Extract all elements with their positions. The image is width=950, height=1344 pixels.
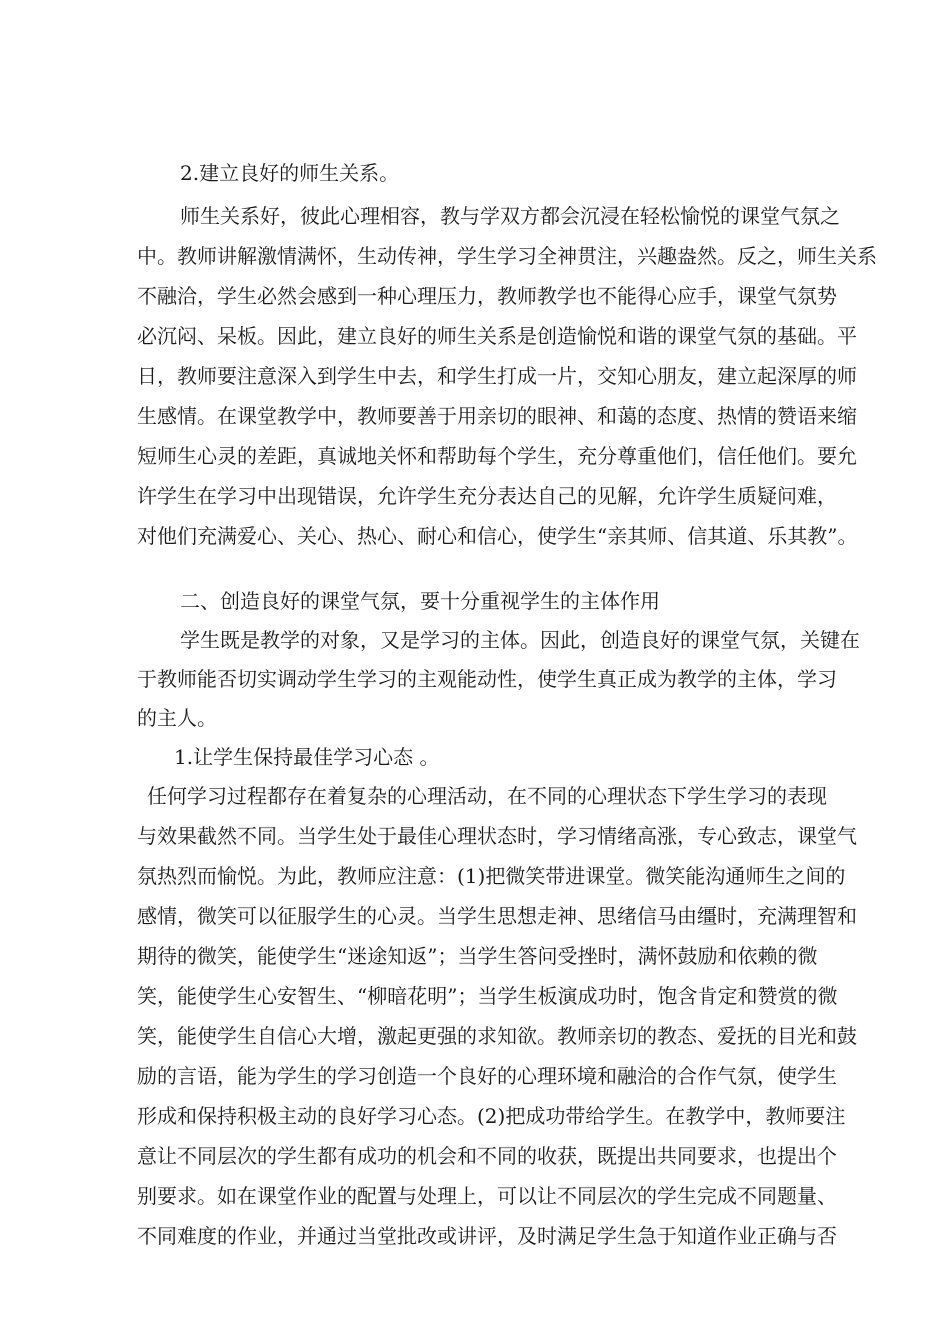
paragraph-line: 笑，能使学生心安智生、“柳暗花明”；当学生板演成功时，饱含肯定和赞赏的微 xyxy=(137,984,838,1008)
paragraph-line: 任何学习过程都存在着复杂的心理活动，在不同的心理状态下学生学习的表现 xyxy=(147,784,827,808)
paragraph-line: 期待的微笑，能使学生“迷途知返”；当学生答问受挫时，满怀鼓励和依赖的微 xyxy=(137,944,818,968)
paragraph-line: 必沉闷、呆板。因此，建立良好的师生关系是创造愉悦和谐的课堂气氛的基础。平 xyxy=(137,324,857,348)
section-2-heading: 2.建立良好的师生关系。 xyxy=(180,161,400,185)
paragraph-line: 笑，能使学生自信心大增，激起更强的求知欲。教师亲切的教态、爱抚的目光和鼓 xyxy=(137,1024,857,1048)
paragraph-line: 别要求。如在课堂作业的配置与处理上，可以让不同层次的学生完成不同题量、 xyxy=(137,1184,837,1208)
part-2-heading: 二、创造良好的课堂气氛，要十分重视学生的主体作用 xyxy=(180,589,660,613)
paragraph-line: 对他们充满爱心、关心、热心、耐心和信心，使学生“亲其师、信其道、乐其教”。 xyxy=(137,524,858,548)
paragraph-line: 励的言语，能为学生的学习创造一个良好的心理环境和融洽的合作气氛，使学生 xyxy=(137,1064,837,1088)
paragraph-line: 生感情。在课堂教学中，教师要善于用亲切的眼神、和蔼的态度、热情的赞语来缩 xyxy=(137,404,857,428)
paragraph-line: 感情，微笑可以征服学生的心灵。当学生思想走神、思绪信马由缰时，充满理智和 xyxy=(137,904,857,928)
section-1-heading: 1.让学生保持最佳学习心态 。 xyxy=(174,745,440,769)
paragraph-line: 许学生在学习中出现错误，允许学生充分表达自己的见解，允许学生质疑问难， xyxy=(137,484,837,508)
paragraph-line: 的主人。 xyxy=(137,706,217,730)
paragraph-line: 师生关系好，彼此心理相容，教与学双方都会沉浸在轻松愉悦的课堂气氛之 xyxy=(180,204,840,228)
paragraph-line: 意让不同层次的学生都有成功的机会和不同的收获，既提出共同要求，也提出个 xyxy=(137,1144,837,1168)
paragraph-line: 短师生心灵的差距，真诚地关怀和帮助每个学生，充分尊重他们，信任他们。要允 xyxy=(137,444,857,468)
paragraph-line: 不同难度的作业，并通过当堂批改或讲评，及时满足学生急于知道作业正确与否 xyxy=(137,1224,837,1248)
paragraph-line: 形成和保持积极主动的良好学习心态。(2)把成功带给学生。在教学中，教师要注 xyxy=(137,1104,846,1128)
paragraph-line: 日，教师要注意深入到学生中去，和学生打成一片，交知心朋友，建立起深厚的师 xyxy=(137,364,857,388)
paragraph-line: 学生既是教学的对象，又是学习的主体。因此，创造良好的课堂气氛，关键在 xyxy=(180,628,860,652)
paragraph-line: 不融洽，学生必然会感到一种心理压力，教师教学也不能得心应手，课堂气氛势 xyxy=(137,284,837,308)
paragraph-line: 氛热烈而愉悦。为此，教师应注意：(1)把微笑带进课堂。微笑能沟通师生之间的 xyxy=(137,864,846,888)
paragraph-line: 与效果截然不同。当学生处于最佳心理状态时，学习情绪高涨，专心致志，课堂气 xyxy=(137,824,857,848)
paragraph-line: 中。教师讲解激情满怀，生动传神，学生学习全神贯注，兴趣盎然。反之，师生关系 xyxy=(137,244,877,268)
paragraph-line: 于教师能否切实调动学生学习的主观能动性，使学生真正成为教学的主体，学习 xyxy=(137,667,837,691)
